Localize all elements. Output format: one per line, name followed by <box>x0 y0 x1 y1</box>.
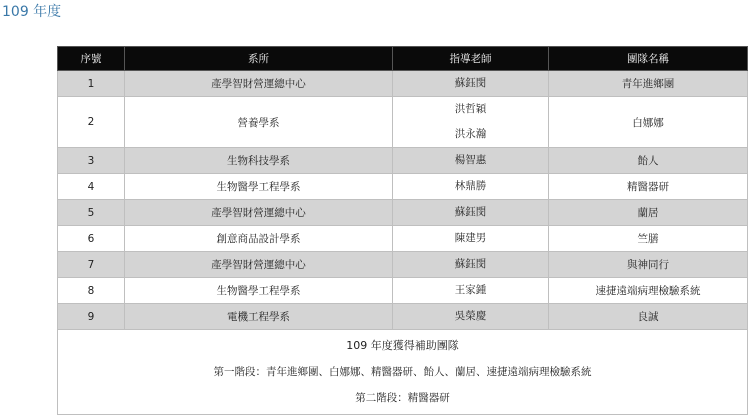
cell-dept: 產學智財營運總中心 <box>125 252 393 278</box>
cell-advisor <box>393 252 549 278</box>
table-row <box>58 148 748 174</box>
advisor-name: 王家鍾 <box>454 284 487 296</box>
summary-cell <box>58 330 748 415</box>
cell-dept: 電機工程學系 <box>125 304 393 330</box>
cell-advisor <box>393 304 549 330</box>
cell-no: 9 <box>58 304 125 330</box>
cell-no: 3 <box>58 148 125 174</box>
cell-dept: 生物醫學工程學系 <box>125 174 393 200</box>
cell-team: 精醫器研 <box>549 174 748 200</box>
table-row <box>58 71 748 97</box>
summary-title: 109 年度獲得補助團隊 <box>346 339 459 352</box>
cell-no: 8 <box>58 278 125 304</box>
cell-advisor <box>393 278 549 304</box>
cell-advisor <box>393 200 549 226</box>
advisor-name: 洪哲穎 <box>454 103 487 115</box>
cell-dept: 營養學系 <box>125 97 393 148</box>
cell-dept: 創意商品設計學系 <box>125 226 393 252</box>
cell-team: 白娜娜 <box>549 97 748 148</box>
cell-team: 竺膳 <box>549 226 748 252</box>
table-row <box>58 200 748 226</box>
table-row <box>58 304 748 330</box>
cell-team: 速捷遠端病理檢驗系統 <box>549 278 748 304</box>
table-row <box>58 252 748 278</box>
cell-no: 5 <box>58 200 125 226</box>
cell-advisor <box>393 226 549 252</box>
cell-advisor <box>393 174 549 200</box>
page-title: 109 年度 <box>2 4 62 20</box>
cell-no: 4 <box>58 174 125 200</box>
header-advisor: 指導老師 <box>393 47 549 71</box>
cell-dept: 產學智財營運總中心 <box>125 71 393 97</box>
advisor-name: 蘇鈺閔 <box>454 77 487 89</box>
table-row <box>58 97 748 148</box>
team-table <box>57 46 748 415</box>
header-team: 團隊名稱 <box>549 47 748 71</box>
cell-dept: 產學智財營運總中心 <box>125 200 393 226</box>
table-row <box>58 174 748 200</box>
table-row <box>58 226 748 252</box>
cell-team: 蘭居 <box>549 200 748 226</box>
table-row <box>58 278 748 304</box>
cell-team: 飴人 <box>549 148 748 174</box>
cell-advisor <box>393 148 549 174</box>
advisor-name: 蘇鈺閔 <box>454 258 487 270</box>
advisor-name: 陳建男 <box>454 232 487 244</box>
advisor-name: 洪永瀚 <box>454 128 487 140</box>
advisor-name: 楊智惠 <box>454 154 487 166</box>
cell-dept: 生物醫學工程學系 <box>125 278 393 304</box>
advisor-name: 林鼎勝 <box>454 180 487 192</box>
cell-team: 青年進鄉團 <box>549 71 748 97</box>
cell-advisor <box>393 97 549 148</box>
cell-dept: 生物科技學系 <box>125 148 393 174</box>
cell-team: 良誠 <box>549 304 748 330</box>
advisor-name: 吳榮慶 <box>454 310 487 322</box>
table-header-row <box>58 47 748 71</box>
header-no: 序號 <box>58 47 125 71</box>
cell-no: 2 <box>58 97 125 148</box>
summary-stage1: 第一階段：青年進鄉團、白娜娜、精醫器研、飴人、蘭居、速捷遠端病理檢驗系統 <box>213 366 592 378</box>
cell-advisor <box>393 71 549 97</box>
cell-no: 1 <box>58 71 125 97</box>
summary-stage2: 第二階段：精醫器研 <box>355 392 450 404</box>
cell-team: 與神同行 <box>549 252 748 278</box>
cell-no: 6 <box>58 226 125 252</box>
advisor-name: 蘇鈺閔 <box>454 206 487 218</box>
header-dept: 系所 <box>125 47 393 71</box>
cell-no: 7 <box>58 252 125 278</box>
summary-row <box>58 330 748 415</box>
